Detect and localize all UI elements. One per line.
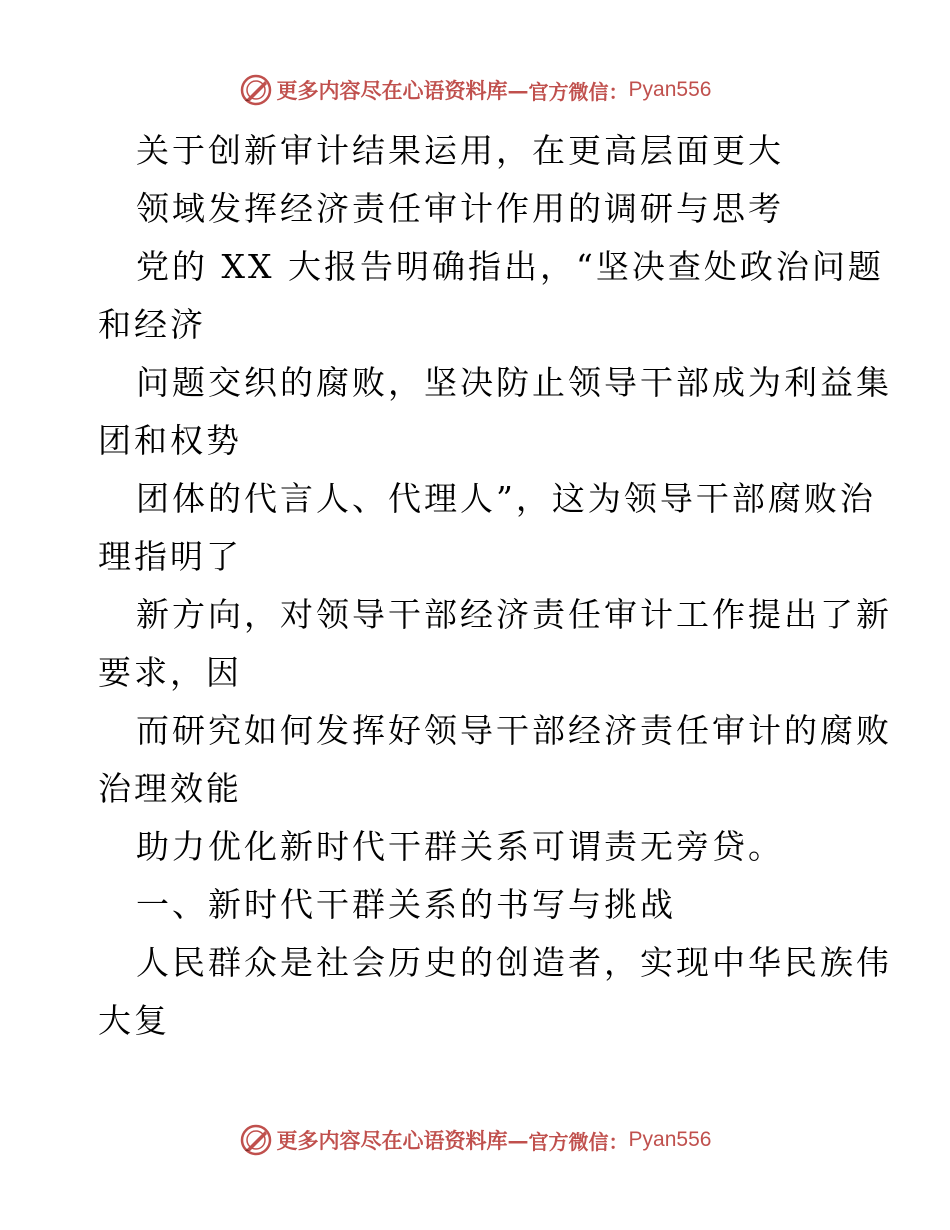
pen-logo-icon <box>239 73 273 107</box>
header-contact-id: Pyan556 <box>628 78 712 101</box>
paragraph-line: 和经济 <box>98 305 206 344</box>
footer-banner <box>0 1120 950 1160</box>
header-banner <box>0 70 950 110</box>
title-line-1: 关于创新审计结果运用，在更高层面更大 <box>136 131 784 170</box>
paragraph-line: 团体的代言人、代理人”，这为领导干部腐败治 <box>136 479 876 518</box>
section-heading: 一、新时代干群关系的书写与挑战 <box>136 885 676 924</box>
paragraph-line: 而研究如何发挥好领导干部经济责任审计的腐败 <box>136 711 892 750</box>
paragraph-line: 党的 XX 大报告明确指出，“坚决查处政治问题 <box>136 247 884 286</box>
pen-logo-icon <box>239 1123 273 1157</box>
paragraph-line: 要求，因 <box>98 653 242 692</box>
paragraph-line: 理指明了 <box>98 537 242 576</box>
paragraph-line: 助力优化新时代干群关系可谓责无旁贷。 <box>136 827 784 866</box>
footer-separator: — <box>507 1127 529 1153</box>
footer-contact-id: Pyan556 <box>628 1128 712 1151</box>
header-banner-text: 更多内容尽在心语资料库 <box>276 78 508 103</box>
paragraph-line: 团和权势 <box>98 421 242 460</box>
paragraph-line: 人民群众是社会历史的创造者，实现中华民族伟 <box>136 943 892 982</box>
header-separator: — <box>507 77 529 103</box>
paragraph-line: 大复 <box>98 1001 170 1040</box>
header-contact-label: 官方微信： <box>528 79 629 104</box>
footer-contact-label: 官方微信： <box>528 1129 629 1154</box>
paragraph-line: 治理效能 <box>98 769 242 808</box>
paragraph-line: 问题交织的腐败，坚决防止领导干部成为利益集 <box>136 363 892 402</box>
document-body <box>98 122 892 1050</box>
title-line-2: 领域发挥经济责任审计作用的调研与思考 <box>136 189 784 228</box>
paragraph-line: 新方向，对领导干部经济责任审计工作提出了新 <box>136 595 892 634</box>
footer-banner-text: 更多内容尽在心语资料库 <box>276 1128 508 1153</box>
